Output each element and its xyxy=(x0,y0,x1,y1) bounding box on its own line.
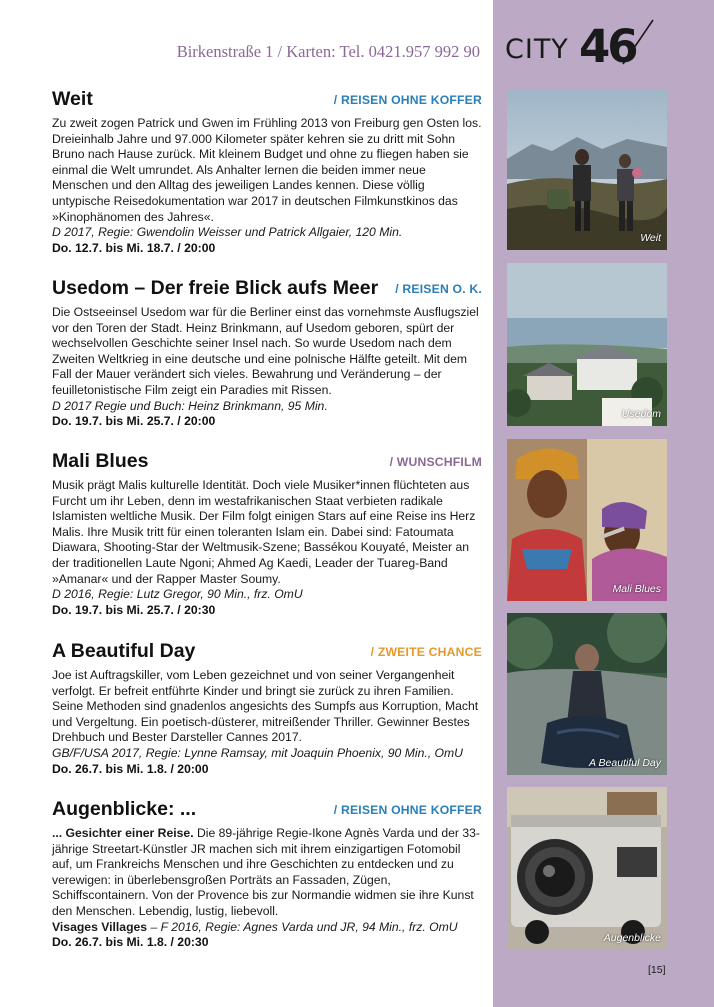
film-category: / ZWEITE CHANCE xyxy=(370,645,482,659)
film-title: Augenblicke: ... xyxy=(52,798,197,820)
photo-caption: Usedom xyxy=(621,408,661,420)
film-still-weit xyxy=(507,89,667,250)
photo-caption: Augenblicke xyxy=(603,932,661,944)
film-still-augenblicke xyxy=(507,787,667,950)
film-category: / REISEN OHNE KOFFER xyxy=(333,803,482,817)
film-still-mali-blues xyxy=(507,439,667,601)
logo-slash-icon xyxy=(615,18,655,66)
film-entry-a-beautiful-day xyxy=(52,640,482,777)
film-description-text: Die 89-jährige Regie-Ikone Agnès Varda und der 33-jährige Streetart-Künstler JR machen sich mit ihrem einzigartigen Fotomobil auf, um Frankreichs Menschen und ihre Geschichten zu entdecken und zu verewigen: in überlebensgroßen Porträts an Fassaden, Zügen, Schiffscontainern. Von der Provence bis zur Normandie widmen sie ihre Kunst den Menschen. Lebendig, lustig, liebevoll. xyxy=(52,826,480,918)
film-description: Zu zweit zogen Patrick und Gwen im Frühling 2013 von Freiburg gen Osten los. Dreieinhalb Jahre und 97.000 Kilometer später kehren sie zu dritt mit Sohn Bruno nach Hause zurück. Mit kleinem Budget und ohne zu fliegen haben sie einmal die Welt umrundet. Als Anhalter lernen die beiden immer neue Menschen und den Alltag des jeweiligen Landes kennen. Diese völlig untypische Reisedokumentation war 2017 in deutschen Filmkunstkinos das »Kinophänomen des Jahres«. xyxy=(52,116,482,224)
film-entry-weit xyxy=(52,88,482,256)
logo-city-text: CITY xyxy=(505,34,569,65)
city46-logo xyxy=(505,18,655,73)
coast-photo-icon xyxy=(507,263,667,426)
film-description: Musik prägt Malis kulturelle Identität. Doch viele Musiker*innen flüchteten aus Furcht um ihr Leben, denn im westafrikanischen Staat verbieten radikale Islamisten weltliche Musik. Der Film folgt einigen Stars auf eine Reise ins Herz Malis. Ihre Musik tritt für einen toleranten Islam ein. Dabei sind: Fatoumata Diawara, Shooting-Star der Weltmusik-Szene; Bassékou Kouyaté, Meister an der traditionellen Laute Ngoni; Ahmed Ag Kaedi, Leader der Tuareg-Band »Amanar« und der Rapper Master Soumy. xyxy=(52,478,476,586)
film-description xyxy=(52,826,482,920)
film-credits: D 2016, Regie: Lutz Gregor, 90 Min., frz. OmU xyxy=(52,587,303,602)
film-description: Joe ist Auftragskiller, vom Leben gezeichnet und von seiner Vergangenheit verfolgt. Er befreit entführte Kinder und bringt sie zurück zu ihren Familien. Seine Methoden sind gnadenlos angesichts des Sumpfs aus Korruption, Macht und Vergeltung. Ein poetisch-düsterer, mitreißender Thriller. Gewinner Bestes Drehbuch und Bester Darsteller Cannes 2017. xyxy=(52,668,479,745)
page-number: [15] xyxy=(648,964,666,976)
film-still-usedom xyxy=(507,263,667,426)
film-still-a-beautiful-day xyxy=(507,613,667,775)
film-credits: D 2017, Regie: Gwendolin Weisser und Patrick Allgaier, 120 Min. xyxy=(52,225,403,240)
film-title: Weit xyxy=(52,88,93,110)
film-credits: GB/F/USA 2017, Regie: Lynne Ramsay, mit Joaquin Phoenix, 90 Min., OmU xyxy=(52,745,463,760)
cinema-address: Birkenstraße 1 / Karten: Tel. 0421.957 992 90 xyxy=(176,42,480,61)
film-category: / REISEN O. K. xyxy=(395,282,482,296)
photo-caption: Weit xyxy=(640,232,661,244)
film-category: / WUNSCHFILM xyxy=(389,455,482,469)
film-dates: Do. 12.7. bis Mi. 18.7. / 20:00 xyxy=(52,240,216,255)
film-dates: Do. 19.7. bis Mi. 25.7. / 20:00 xyxy=(52,414,216,429)
portrait-photo-icon xyxy=(507,439,667,601)
landscape-photo-icon xyxy=(507,89,667,250)
film-credits xyxy=(52,920,482,936)
film-dates: Do. 26.7. bis Mi. 1.8. / 20:30 xyxy=(52,935,209,950)
film-credits-text: – F 2016, Regie: Agnes Varda und JR, 94 Min., frz. OmU xyxy=(150,919,458,934)
film-entry-augenblicke xyxy=(52,798,482,951)
film-category: / REISEN OHNE KOFFER xyxy=(333,93,482,107)
film-title: Usedom – Der freie Blick aufs Meer xyxy=(52,277,379,299)
film-entry-mali-blues xyxy=(52,450,482,618)
film-original-title: Visages Villages xyxy=(52,919,148,934)
film-dates: Do. 26.7. bis Mi. 1.8. / 20:00 xyxy=(52,761,209,776)
film-description: Die Ostseeinsel Usedom war für die Berliner einst das vornehmste Ausflugsziel vor den Toren der Stadt. Heinz Brinkmann, auf Usedom geboren, spürt der wechselvollen Geschichte seiner Insel nach. So wurde Usedom nach dem Zweiten Weltkrieg in eine deutsche und eine polnische Hälfte geteilt. Mit dem Fall der Mauer verändert sich vieles. Bewahrung und Veränderung – der feuilletonistische Film zeigt ein Paradies mit Rissen. xyxy=(52,305,479,397)
film-dates: Do. 19.7. bis Mi. 25.7. / 20:30 xyxy=(52,602,216,617)
photo-caption: A Beautiful Day xyxy=(589,757,661,769)
film-title: Mali Blues xyxy=(52,450,149,472)
film-title: A Beautiful Day xyxy=(52,640,196,662)
film-entry-usedom xyxy=(52,277,482,430)
film-lead: ... Gesichter einer Reise. xyxy=(52,826,194,840)
camera-truck-photo-icon xyxy=(507,787,667,950)
photo-caption: Mali Blues xyxy=(612,583,661,595)
logo-number: 46 xyxy=(579,20,636,73)
forest-photo-icon xyxy=(507,613,667,775)
film-credits: D 2017 Regie und Buch: Heinz Brinkmann, 95 Min. xyxy=(52,398,328,413)
